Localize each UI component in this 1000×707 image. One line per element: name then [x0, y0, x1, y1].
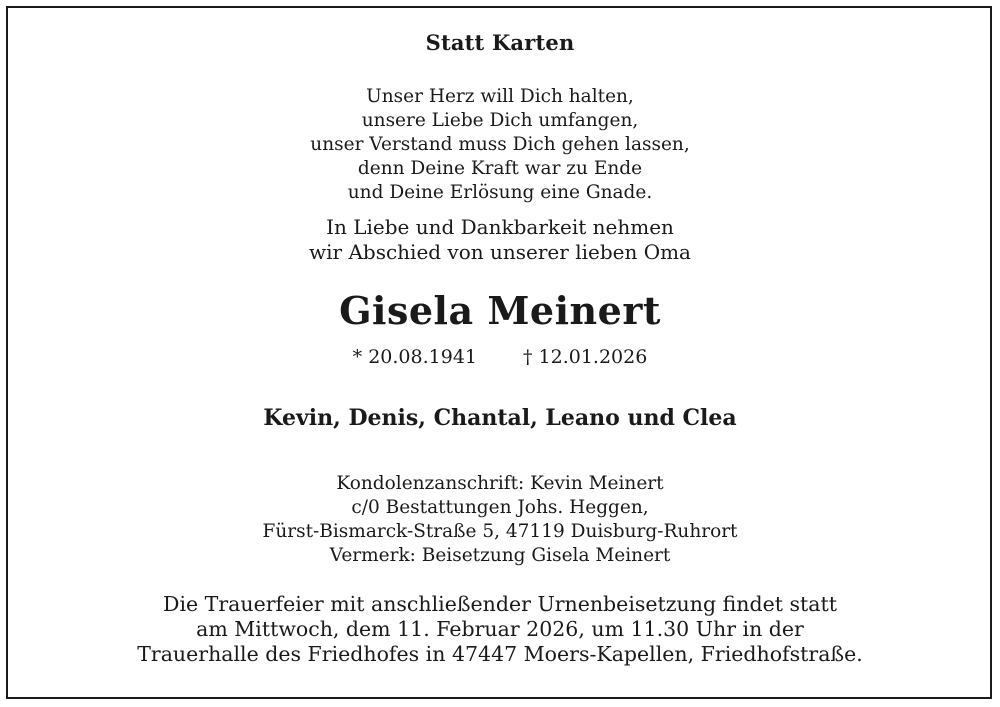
funeral-line: Trauerhalle des Friedhofes in 47447 Moers-Kapellen, Friedhofstraße. — [137, 642, 863, 666]
birth-date: * 20.08.1941 — [352, 346, 477, 368]
funeral-line: Die Trauerfeier mit anschließender Urnenbeisetzung findet statt — [163, 592, 837, 616]
intro-line: In Liebe und Dankbarkeit nehmen — [326, 215, 674, 239]
deceased-name: Gisela Meinert — [339, 288, 661, 333]
funeral-line: am Mittwoch, dem 11. Februar 2026, um 11.30 Uhr in der — [196, 617, 804, 641]
address-line: Kondolenzanschrift: Kevin Meinert — [336, 473, 664, 494]
life-dates — [0, 346, 1000, 368]
funeral-info — [0, 592, 1000, 667]
address-line: c/0 Bestattungen Johs. Heggen, — [351, 497, 649, 518]
family-names: Kevin, Denis, Chantal, Leano und Clea — [263, 405, 737, 431]
notice-header: Statt Karten — [425, 30, 575, 55]
death-date: † 12.01.2026 — [523, 346, 648, 368]
farewell-intro — [0, 215, 1000, 265]
poem-line: und Deine Erlösung eine Gnade. — [347, 182, 653, 203]
poem-line: unser Verstand muss Dich gehen lassen, — [310, 134, 690, 155]
poem-line: unsere Liebe Dich umfangen, — [361, 110, 639, 131]
intro-line: wir Abschied von unserer lieben Oma — [309, 240, 691, 264]
condolence-address — [0, 472, 1000, 568]
address-line: Vermerk: Beisetzung Gisela Meinert — [329, 545, 671, 566]
poem-line: denn Deine Kraft war zu Ende — [357, 158, 643, 179]
address-line: Fürst-Bismarck-Straße 5, 47119 Duisburg-Ruhrort — [262, 521, 738, 542]
poem-line: Unser Herz will Dich halten, — [366, 86, 634, 107]
poem — [0, 85, 1000, 205]
